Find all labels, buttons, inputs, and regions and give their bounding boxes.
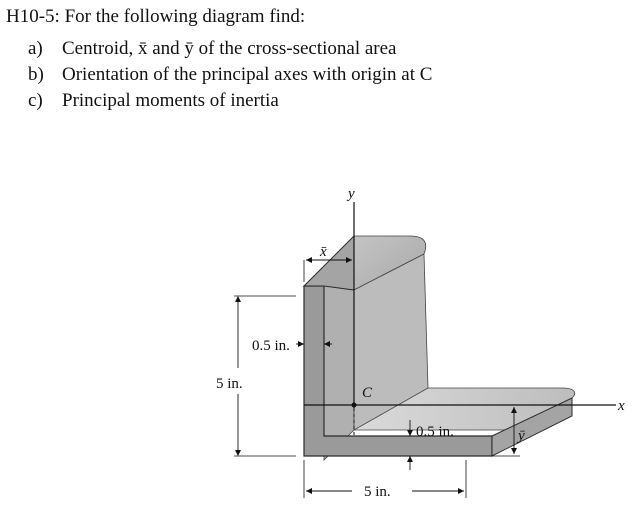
- section-top-edge: [304, 236, 354, 290]
- question-text: Principal moments of inertia: [62, 90, 279, 111]
- y-axis-label: y: [348, 186, 355, 202]
- question-text: Centroid, x̄ and ȳ of the cross-sectional area: [62, 38, 397, 59]
- question-letter: b): [28, 64, 44, 85]
- question-list: [6, 36, 626, 114]
- diagram-canvas: [196, 178, 632, 510]
- problem-statement: [6, 4, 626, 114]
- vertical-thickness-label: 0.5 in.: [252, 338, 290, 354]
- question-letter: a): [28, 38, 43, 59]
- width-label: 5 in.: [364, 484, 391, 500]
- x-axis-label: x: [618, 398, 625, 414]
- horizontal-thickness-label: 0.5 in.: [416, 424, 454, 440]
- centroid-label: C: [362, 385, 373, 401]
- xbar-label: x̄: [320, 244, 327, 260]
- question-item: [6, 88, 626, 114]
- problem-title: H10-5: For the following diagram find:: [6, 6, 306, 27]
- question-text: Orientation of the principal axes with origin at C: [62, 64, 433, 85]
- question-item: [6, 36, 626, 62]
- height-label: 5 in.: [216, 376, 243, 392]
- question-letter: c): [28, 90, 43, 111]
- ybar-label: ȳ: [518, 428, 525, 444]
- question-item: [6, 62, 626, 88]
- centroid-point: [352, 403, 357, 408]
- angle-section-diagram: [196, 178, 632, 510]
